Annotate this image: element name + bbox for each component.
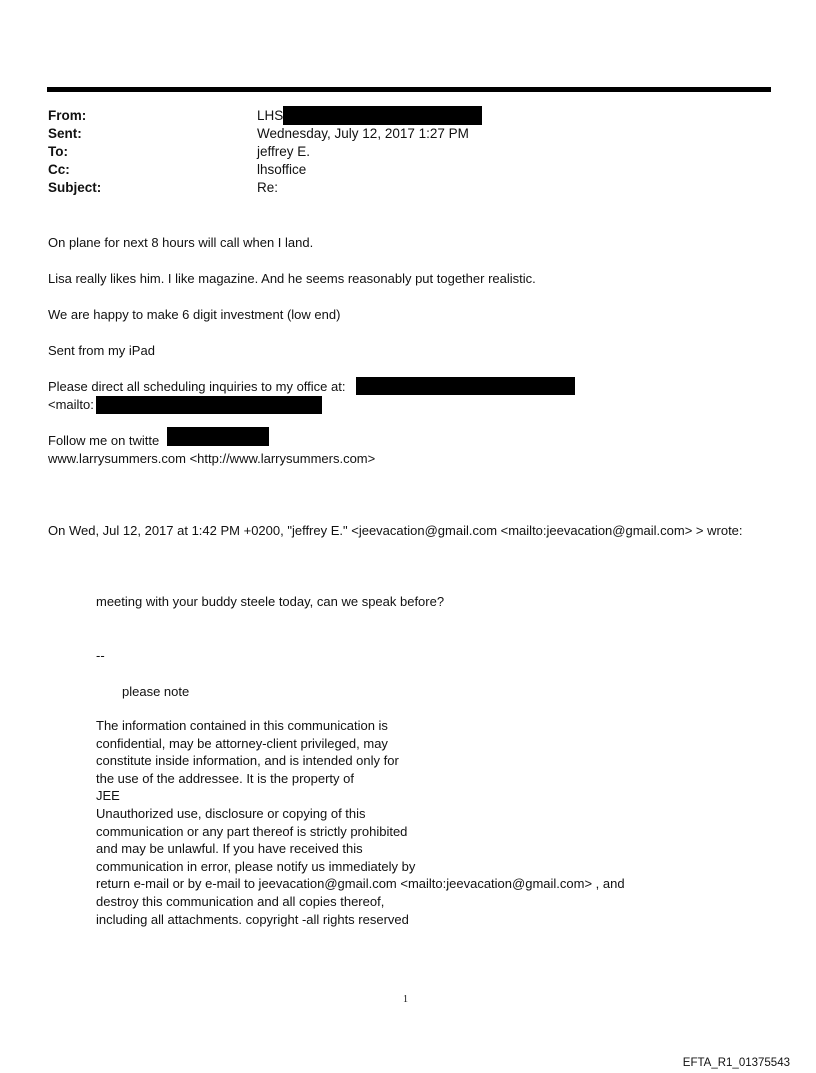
please-note: please note: [122, 684, 190, 699]
header-rule: [47, 87, 771, 92]
disclaimer-line: communication or any part thereof is strictly prohibited: [96, 823, 408, 839]
cc-value: lhsoffice: [257, 162, 307, 177]
disclaimer-line: confidential, may be attorney-client privileged, may: [96, 735, 388, 751]
redaction-from-email: [283, 106, 482, 125]
body-line-plane: On plane for next 8 hours will call when I land.: [48, 235, 314, 250]
disclaimer-line: constitute inside information, and is intended only for: [96, 753, 399, 769]
disclaimer-line: and may be unlawful. If you have received this: [96, 841, 363, 857]
scheduling-line: Please direct all scheduling inquiries to my office at:: [48, 379, 346, 394]
sent-value: Wednesday, July 12, 2017 1:27 PM: [257, 126, 469, 141]
disclaimer: [96, 717, 625, 928]
disclaimer-line: destroy this communication and all copies thereof,: [96, 893, 385, 909]
document-id: EFTA_R1_01375543: [682, 1057, 790, 1069]
disclaimer-line: the use of the addressee. It is the property of: [96, 770, 354, 786]
quoted-message: meeting with your buddy steele today, can we speak before?: [96, 594, 445, 609]
signature-separator: --: [96, 648, 105, 663]
from-value: LHS: [257, 108, 284, 123]
redaction-mailto-email: [96, 396, 322, 414]
to-value: jeffrey E.: [257, 144, 311, 159]
body-line-investment: We are happy to make 6 digit investment (low end): [48, 307, 341, 322]
page-number: 1: [403, 994, 408, 1005]
disclaimer-line: return e-mail or by e-mail to jeevacation@gmail.com <mailto:jeevacation@gmail.com> , and: [96, 876, 625, 892]
mailto-line: <mailto:: [48, 397, 94, 412]
disclaimer-line: communication in error, please notify us immediately by: [96, 858, 416, 874]
from-label: From:: [48, 108, 87, 123]
cc-label: Cc:: [48, 162, 70, 177]
body-line-sent-from: Sent from my iPad: [48, 343, 155, 358]
disclaimer-line: The information contained in this communication is: [96, 718, 388, 733]
disclaimer-line: JEE: [96, 788, 120, 804]
redaction-office-email: [356, 377, 575, 395]
subject-label: Subject:: [48, 180, 102, 195]
website-line[interactable]: www.larrysummers.com <http://www.larrysummers.com>: [48, 451, 376, 466]
sent-label: Sent:: [48, 126, 82, 141]
quote-attribution: On Wed, Jul 12, 2017 at 1:42 PM +0200, "jeffrey E." <jeevacation@gmail.com <mailto:jeevacation@gmail.com> > wrote:: [48, 523, 743, 538]
twitter-line: Follow me on twitte: [48, 433, 160, 448]
body-line-lisa: Lisa really likes him. I like magazine. And he seems reasonably put together realistic.: [48, 271, 536, 286]
subject-value: Re:: [257, 180, 279, 195]
to-label: To:: [48, 144, 68, 159]
disclaimer-line: Unauthorized use, disclosure or copying of this: [96, 805, 366, 821]
disclaimer-line: including all attachments. copyright -all rights reserved: [96, 911, 409, 927]
redaction-twitter-handle: [167, 427, 269, 446]
